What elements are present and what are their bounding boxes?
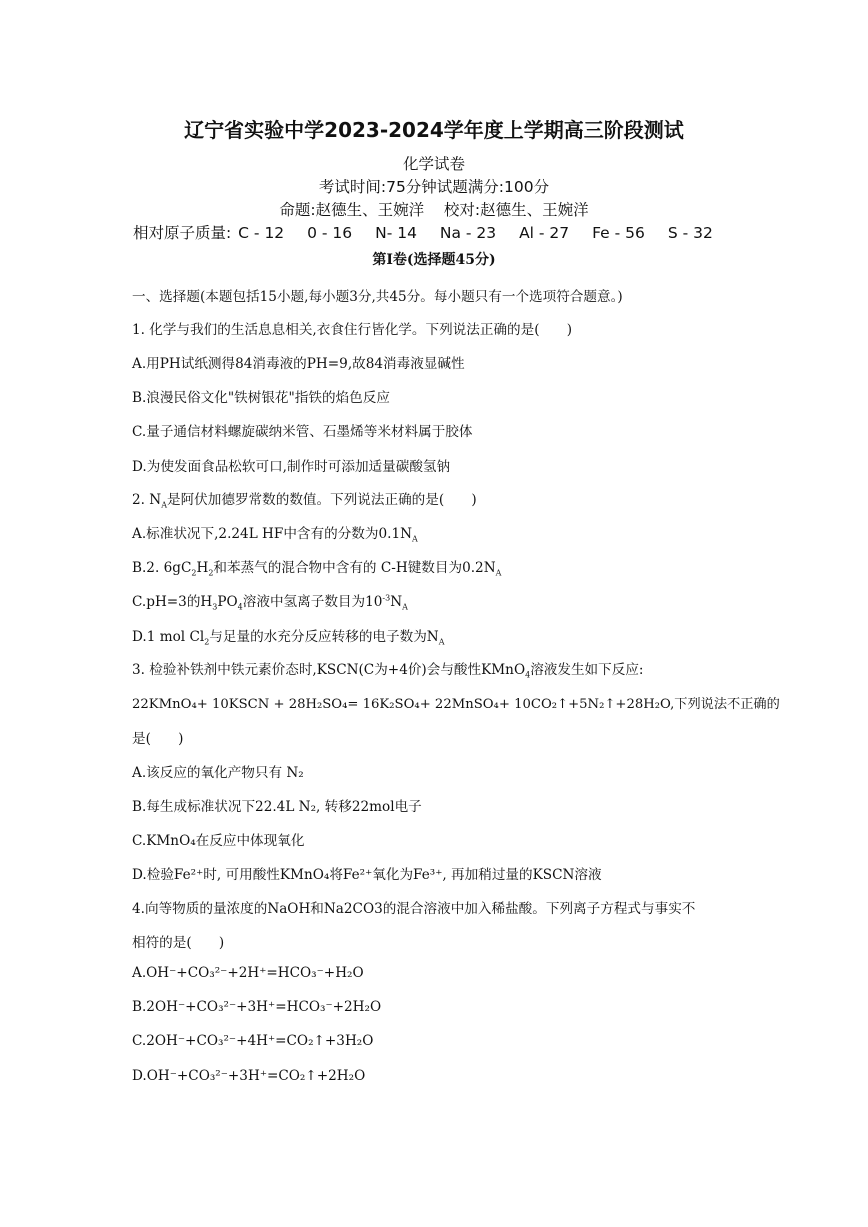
mass-item: C - 12 [238,224,285,242]
q4-option-c: C.2OH⁻+CO₃²⁻+4H⁺=CO₂↑+3H₂O [132,1033,374,1049]
subject: 化学试卷 [402,155,465,173]
mass-item: Fe - 56 [592,224,645,242]
authors: 命题:赵德生、王婉洋 校对:赵德生、王婉洋 [279,201,589,219]
q1-stem: 1. 化学与我们的生活息息相关,衣食住行皆化学。下列说法正确的是( ) [132,322,573,338]
q4-option-b: B.2OH⁻+CO₃²⁻+3H⁺=HCO₃⁻+2H₂O [132,999,382,1015]
mass-item: Na - 23 [439,224,497,242]
q2-option-c: C.pH=3的$H_3PO_4$溶液中氢离子数目为$10^{-3}N_A$ [132,593,408,612]
q3-option-d: D.检验Fe²⁺时, 可用酸性KMnO₄将Fe²⁺氧化为Fe³⁺, 再加稍过量的KSCN溶液 [132,867,602,883]
mass-item: 0 - 16 [307,224,353,242]
q2-stem: 2. $N_A$是阿伏加德罗常数的数值。下列说法正确的是( ) [132,492,477,510]
time-info: 考试时间:75分钟试题满分:100分 [318,178,550,196]
exam-title: 辽宁省实验中学2023-2024学年度上学期高三阶段测试 [184,118,684,142]
atomic-masses [133,221,731,243]
q2-option-b: B.2. $6gC_2H_2$和苯蒸气的混合物中含有的 C-H键数目为$0.2N_A$ [132,560,502,578]
mass-item: Al - 27 [519,224,570,242]
q2-option-d: D.1 mol $Cl_2$与足量的水充分反应转移的电子数为$N_A$ [132,629,445,647]
mass-item: N- 14 [375,224,417,242]
q3-option-b: B.每生成标准状况下22.4L N₂, 转移22mol电子 [132,799,422,815]
q3-equation: 22KMnO₄+ 10KSCN + 28H₂SO₄= 16K₂SO₄+ 22MnSO₄+ 10CO₂↑+5N₂↑+28H₂O,下列说法不正确的 [132,697,780,712]
q4-option-d: D.OH⁻+CO₃²⁻+3H⁺=CO₂↑+2H₂O [132,1068,366,1084]
q3-option-a: A.该反应的氧化产物只有 N₂ [132,765,304,781]
q4-option-a: A.OH⁻+CO₃²⁻+2H⁺=HCO₃⁻+H₂O [132,965,364,981]
q2-option-a: A.标准状况下,2.24L HF中含有的分数为$0.1N_A$ [132,526,418,544]
q4-stem: 4.向等物质的量浓度的NaOH和Na2CO3的混合溶液中加入稀盐酸。下列离子方程式与事实不 [132,901,696,917]
q3-option-c: C.KMnO₄在反应中体现氧化 [132,833,305,849]
mass-label: 相对原子质量: [133,224,232,242]
q1-option-a: A.用PH试纸测得84消毒液的PH=9,故84消毒液显碱性 [132,356,465,372]
q4-stem-tail: 相符的是( ) [132,935,225,951]
q3-stem-tail: 是( ) [132,731,184,747]
part-heading: 第Ⅰ卷(选择题45分) [372,252,496,268]
q1-option-d: D.为使发面食品松软可口,制作时可添加适量碳酸氢钠 [132,459,451,475]
mass-item: S - 32 [667,224,713,242]
section-heading: 一、选择题(本题包括15小题,每小题3分,共45分。每小题只有一个选项符合题意。) [132,289,623,305]
q1-option-b: B.浪漫民俗文化"铁树银花"指铁的焰色反应 [132,390,390,406]
q3-stem: 3. 检验补铁剂中铁元素价态时,KSCN(C为+4价)会与酸性KMnO$_4$溶液发生如下反应: [132,662,644,680]
q1-option-c: C.量子通信材料螺旋碳纳米管、石墨烯等米材料属于胶体 [132,424,473,440]
